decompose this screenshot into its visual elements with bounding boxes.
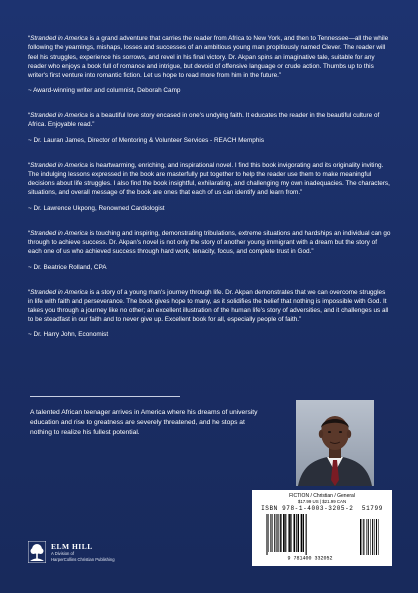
review-book-title: Stranded in America: [30, 229, 88, 237]
barcode-bar: [281, 514, 282, 552]
barcode-bar: [294, 514, 296, 552]
barcode-bar: [285, 514, 286, 552]
review-body: is a story of a young man's journey through life. Dr. Akpan demonstrates that we can overcome struggles in life with faith and perseverance. The book gives hope to many, as it solidifies the belief that nothing is impossible with God. It takes you through a journey like no other; an excellent illustration of the human life's story of adversities, and it challenges us all to be steadfast in our faith and to never give up. Excellent book for all, especially people of faith.”: [28, 288, 389, 323]
review-text: “Stranded in America is a beautiful love story encased in one's undying faith. It educates the reader in the beautiful culture of Africa. Enjoyable read.”: [28, 112, 380, 129]
review: [28, 34, 392, 95]
barcode-bar: [303, 514, 304, 552]
review: [28, 111, 392, 145]
addon-bar: [378, 519, 379, 555]
barcode-bar: [280, 514, 281, 552]
barcode-bar: [268, 514, 269, 552]
reviews-section: [28, 28, 392, 356]
barcode-bar: [283, 514, 285, 552]
bisac-category: FICTION / Christian / General: [289, 493, 355, 499]
publisher-parent: HarperCollins Christian Publishing: [51, 556, 115, 562]
review: [28, 288, 392, 340]
book-blurb: A talented African teenager arrives in America where his dreams of university education and rise to greatness are severely threatened, and he stops at nothing to realize his fullest potential.: [30, 409, 258, 437]
addon-bar: [366, 519, 367, 555]
review-text: “Stranded in America is a grand adventure that carries the reader from Africa to New York, and then to Tennessee—all the while following the yearnings, mishaps, losses and successes of an ambitious young man propitiously named Clever. The reader will feel his struggles, experience his sorrows, and revel in his final victory. Dr. Akpan spins an imaginative tale, suitable for any reader who enjoys a book full of romance and intrigue, but devoid of offensive language or crude action. Thumbs up to this writer's first venture into romantic fiction. Let us hope to read more from him in the future.”: [28, 35, 389, 79]
barcode-bar: [291, 514, 292, 552]
barcode-bar: [266, 514, 267, 555]
addon-bar: [372, 519, 373, 555]
elm-hill-tree-icon: [28, 541, 46, 563]
barcode-image: [260, 513, 384, 561]
barcode-bar: [270, 514, 271, 552]
publisher-division: A Division of: [51, 551, 75, 557]
publisher-name: ELM HILL: [51, 542, 93, 552]
review-body: is a grand adventure that carries the reader from Africa to New York, and then to Tennessee—all the while following the yearnings, mishaps, losses and successes of an ambitious young man propitiously named Clever. The reader will feel his struggles, experience his sorrows, and revel in his final victory. Dr. Akpan spins an imaginative tale, suitable for any reader who enjoys a book full of romance and intrigue, but devoid of offensive language or crude action. Thumbs up to this writer's first venture into romantic fiction. Let us hope to read more from him in the future.”: [28, 35, 389, 79]
review-book-title: Stranded in America: [30, 288, 88, 296]
review-body: is heartwarming, enriching, and inspirational novel. I find this book invigorating and its originality inviting. The indulging lessons expressed in the book are masterfully put together to help the reader use them to make meaningful decisions about life struggles. I also find the book insightful, exhilarating, and challenging my own inadequacies. The characters, situations, and overall message of the book are ones that each of us can identify and learn from.”: [28, 162, 390, 197]
review: [28, 229, 392, 272]
addon-bar: [362, 519, 363, 555]
review-book-title: Stranded in America: [30, 112, 88, 120]
review-book-title: Stranded in America: [30, 162, 88, 170]
review-body: is a beautiful love story encased in one's undying faith. It educates the reader in the beautiful culture of Africa. Enjoyable read.”: [28, 112, 380, 129]
barcode-bar: [272, 514, 273, 552]
barcode-panel: [252, 490, 392, 566]
barcode-bar: [288, 514, 289, 552]
ean-digits: 9 781400 332052: [287, 555, 333, 561]
review-attribution: ~ Award-winning writer and columnist, Deborah Camp: [28, 87, 181, 95]
review-attribution: ~ Dr. Beatrice Rolland, CPA: [28, 263, 107, 271]
ean-barcode-bars: [266, 514, 307, 555]
addon-bar: [376, 519, 377, 555]
addon-bar: [370, 519, 371, 555]
review-attribution: ~ Dr. Lauran James, Director of Mentoring & Volunteer Services - REACH Memphis: [28, 136, 265, 144]
barcode-bar: [296, 514, 297, 552]
barcode-bar: [274, 514, 275, 552]
barcode-bar: [306, 514, 307, 555]
review-body: is touching and inspiring, demonstrating tribulations, extreme situations and hardships an individual can go through to achieve success. Dr. Akpan's novel is not only the story of another young immigrant with a dream but the story of each one of us who achieved success through hard work, tenacity, focus, and complete trust in God.”: [28, 229, 391, 256]
barcode-bar: [298, 514, 299, 552]
addon-bar: [360, 519, 361, 555]
isbn-label: [252, 505, 392, 512]
review-attribution: ~ Dr. Harry John, Economist: [28, 331, 109, 339]
barcode-bar: [278, 514, 279, 552]
publisher-logo: [28, 538, 148, 566]
barcode-bar: [267, 514, 268, 555]
review: [28, 161, 392, 213]
barcode-bar: [276, 514, 277, 552]
review-text: “Stranded in America is heartwarming, enriching, and inspirational novel. I find this book invigorating and its originality inviting. The indulging lessons expressed in the book are masterfully put together to help the reader use them to make meaningful decisions about life struggles. I also find the book insightful, exhilarating, and challenging my own inadequacies. The characters, situations, and overall message of the book are ones that each of us can identify and learn from.”: [28, 162, 390, 197]
author-portrait-image: [296, 400, 374, 486]
addon-bar: [368, 519, 369, 555]
price-addon-barcode-bars: [360, 519, 379, 555]
barcode-bar: [301, 514, 303, 552]
divider: [30, 396, 180, 397]
author-photo: [296, 400, 374, 486]
isbn-number: ISBN 978-1-4003-3205-2: [261, 505, 354, 512]
barcode-bar: [289, 514, 291, 552]
price-code: 51799: [361, 505, 383, 512]
review-text: “Stranded in America is touching and inspiring, demonstrating tribulations, extreme situations and hardships an individual can go through to achieve success. Dr. Akpan's novel is not only the story of another young immigrant with a dream but the story of each one of us who achieved success through hard work, tenacity, focus, and complete trust in God.”: [28, 229, 391, 256]
price-label: $17.99 US | $21.99 CAN: [297, 499, 347, 504]
addon-bar: [374, 519, 375, 555]
review-attribution: ~ Dr. Lawrence Ukpong, Renowned Cardiologist: [28, 204, 165, 212]
addon-bar: [363, 519, 364, 555]
review-book-title: Stranded in America: [30, 35, 88, 43]
publisher-text: [51, 542, 115, 562]
review-text: “Stranded in America is a story of a young man's journey through life. Dr. Akpan demonstrates that we can overcome struggles in life with faith and perseverance. The book gives hope to many, as it solidifies the belief that nothing is impossible with God. It takes you through a journey like no other; an excellent illustration of the human life's story of adversities, and it challenges us all to be steadfast in our faith and to never give up. Excellent book for all, especially people of faith.”: [28, 288, 389, 323]
